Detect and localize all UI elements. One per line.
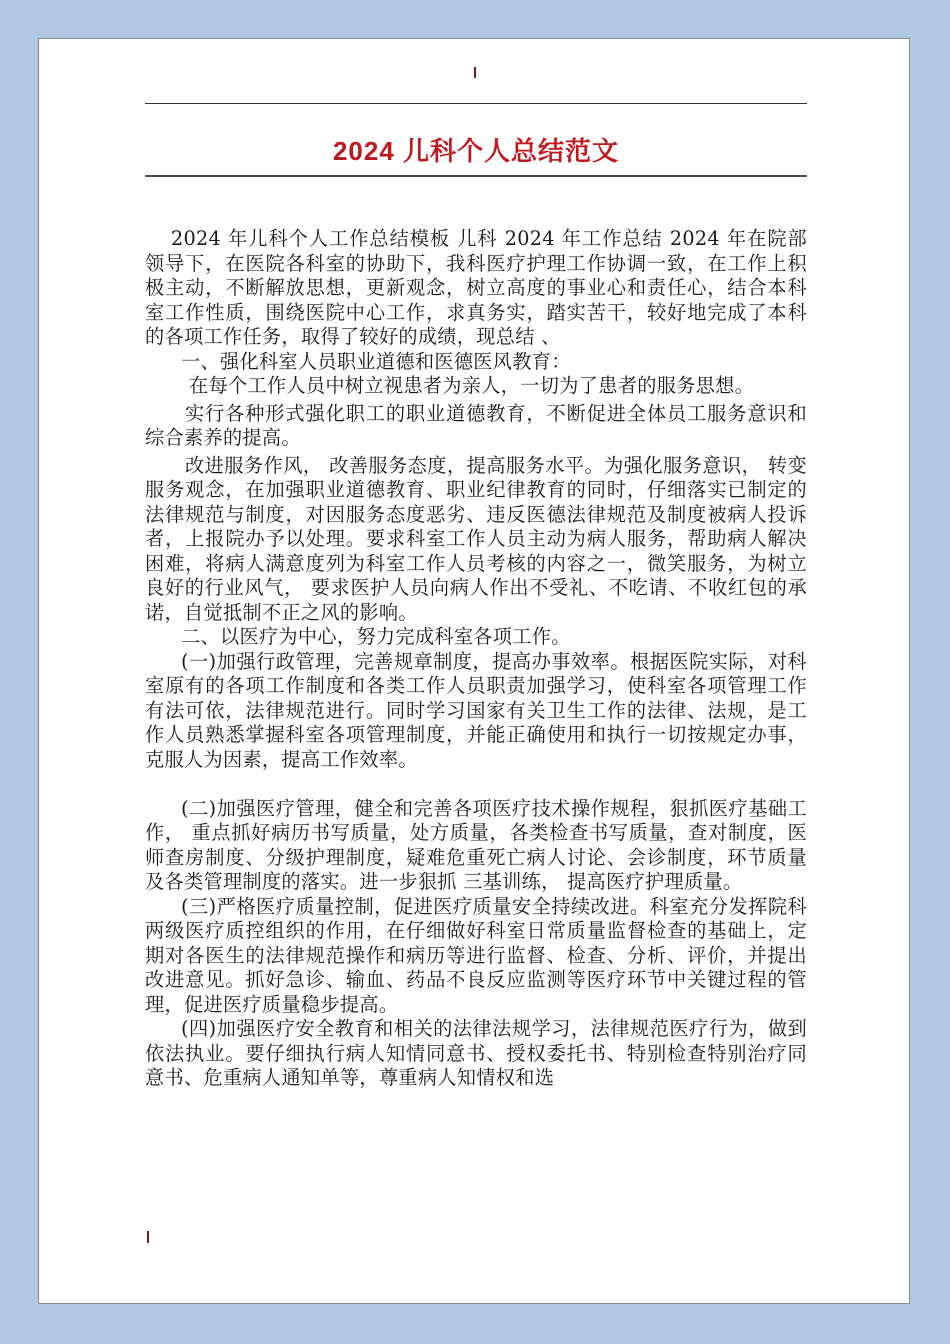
paragraph: 实行各种形式强化职工的职业道德教育，不断促进全体员工服务意识和综合素养的提高。 <box>145 401 807 449</box>
paragraph: 改进服务作风， 改善服务态度，提高服务水平。为强化服务意识， 转变服务观念，在加强职业道德教育、职业纪律教育的同时，仔细落实已制定的法律规范与制度，对因服务态度恶劣、违反医德法律规范及制度被病人投诉者，上报院办予以处理。要求科室工作人员主动为病人服务，帮助病人解决困难，将病人满意度列为科室工作人员考核的内容之一，微笑服务，为树立良好的行业风气， 要求医护人员向病人作出不受礼、不吃请、不收红包的承诺，自觉抵制不正之风的影响。 <box>145 453 807 624</box>
document-page <box>38 38 910 1304</box>
section-heading-1: 一、强化科室人员职业道德和医德医风教育： <box>181 349 571 373</box>
paragraph: (一)加强行政管理，完善规章制度，提高办事效率。根据医院实际，对科室原有的各项工作制度和各类工作人员职责加强学习，使科室各项管理工作有法可依，法律规范进行。同时学习国家有关卫生工作的法律、法规，是工作人员熟悉掌握科室各项管理制度，并能正确使用和执行一切按规定办事，克服人为因素，提高工作效率。 <box>145 649 807 771</box>
document-body <box>145 227 807 1091</box>
blank-line <box>145 772 807 797</box>
paragraph: (四)加强医疗安全教育和相关的法律法规学习，法律规范医疗行为，做到依法执业。要仔细执行病人知情同意书、授权委托书、特别检查特别治疗同意书、危重病人通知单等，尊重病人知情权和选 <box>145 1017 807 1089</box>
document-title: 2024 儿科个人总结范文 <box>332 136 620 166</box>
paragraph: 在每个工作人员中树立视患者为亲人，一切为了患者的服务思想。 <box>189 374 755 397</box>
section-heading-2: 二、以医疗为中心，努力完成科室各项工作。 <box>181 625 571 648</box>
paragraph: (二)加强医疗管理，健全和完善各项医疗技术操作规程，狠抓医疗基础工作， 重点抓好病历书写质量，处方质量，各类检查书写质量，查对制度，医师查房制度、分级护理制度，疑难危重死亡病人讨论、会诊制度，环节质量及各类管理制度的落实。进一步狠抓 三基训练， 提高医疗护理质量。 <box>145 796 807 893</box>
title-divider <box>145 175 807 177</box>
header-divider <box>145 103 807 104</box>
footer-cursor-mark <box>147 1231 149 1243</box>
header-cursor-mark <box>474 67 476 78</box>
paragraph: (三)严格医疗质量控制，促进医疗质量安全持续改进。科室充分发挥院科两级医疗质控组织的作用，在仔细做好科室日常质量监督检查的基础上，定期对各医生的法律规范操作和病历等进行监督、检查、分析、评价，并提出改进意见。抓好急诊、输血、药品不良反应监测等医疗环节中关键过程的管理，促进医疗质量稳步提高。 <box>145 894 807 1016</box>
paragraph-intro: 2024 年儿科个人工作总结模板 儿科 2024 年工作总结 2024 年在院部领导下，在医院各科室的协助下，我科医疗护理工作协调一致，在工作上积极主动，不断解放思想，更新观念，树立高度的事业心和责任心，结合本科室工作性质，围绕医院中心工作，求真务实，踏实苦干，较好地完成了本科的各项工作任务，取得了较好的成绩，现总结 、 <box>145 227 807 348</box>
